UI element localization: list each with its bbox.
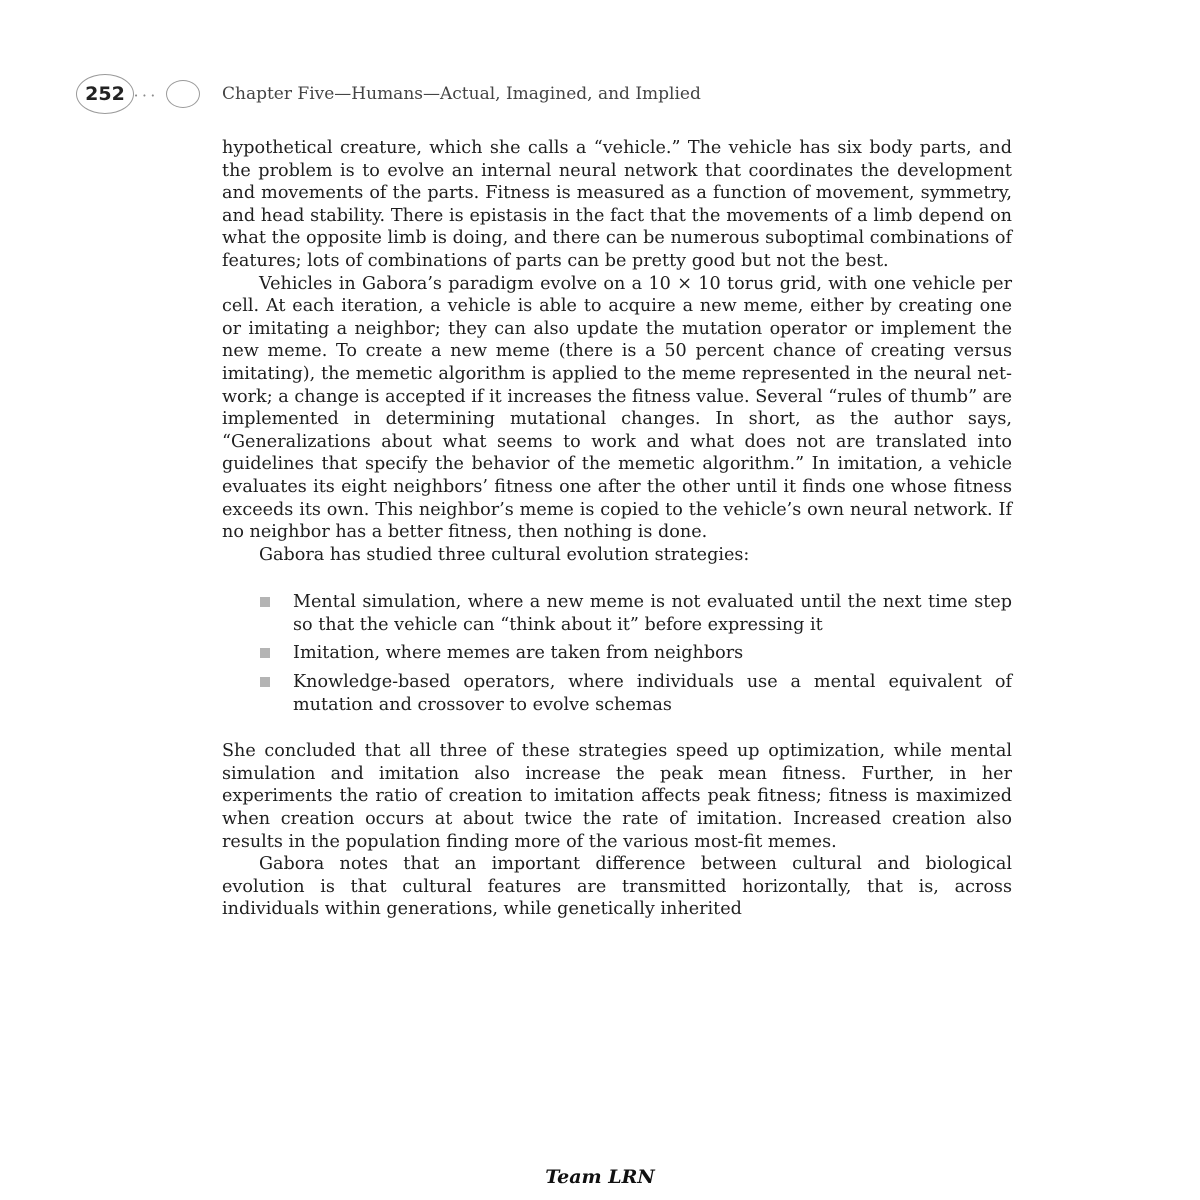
strategy-list: [222, 591, 1012, 716]
page-header: [76, 74, 1016, 118]
paragraph: She concluded that all three of these strategies speed up optimization, while mental simulation and imitation also increase the peak mean fitness. Further, in her experiments the ratio of creation to imitation affects peak fitness; fitness is maximized when creation occurs at about twice the rate of imitation. Increased creation also results in the population finding more of the various most-fit memes.: [222, 741, 1012, 852]
footer-watermark: Team LRN: [545, 1166, 655, 1188]
list-item-text: Mental simulation, where a new meme is not evaluated until the next time step so that the vehicle can “think about it” before expressing it: [293, 592, 1012, 635]
paragraph: Vehicles in Gabora’s paradigm evolve on a 10 × 10 torus grid, with one vehicle per cell. At each iteration, a vehicle is able to acquire a new meme, either by creating one or imitating a neighbor; they can also update the mutation operator or implement the new meme. To create a new meme (there is a 50 percent chance of creating versus imitating), the memetic algorithm is applied to the meme represented in the neural network; a change is accepted if it increases the fitness value. Several “rules of thumb” are implemented in determining mutational changes. In short, as the author says, “Generalizations about what seems to work and what does not are translated into guidelines that specify the behavior of the memetic algorithm.” In imitation, a vehicle evaluates its eight neighbors’ fitness one after the other until it finds one whose fitness exceeds its own. This neighbor’s meme is copied to the vehicle’s own neural network. If no neighbor has a better fitness, then nothing is done.: [222, 273, 1012, 543]
dotted-connector-icon: • • •: [134, 92, 156, 100]
list-item: [222, 671, 1012, 716]
square-bullet-icon: [260, 677, 270, 687]
paragraph: Gabora notes that an important difference between cultural and biological evolution is that cultural features are transmitted horizontally, that is, across individuals within generations, while genetically inherited: [222, 854, 1012, 920]
running-head: Chapter Five—Humans—Actual, Imagined, and Implied: [222, 84, 701, 104]
list-item: [222, 642, 1012, 665]
square-bullet-icon: [260, 597, 270, 607]
body-text: [222, 137, 1012, 921]
paragraph: hypothetical creature, which she calls a “vehicle.” The vehicle has six body parts, and the problem is to evolve an internal neural network that coordinates the development and movements of the parts. Fitness is measured as a function of movement, symmetry, and head stability. There is epistasis in the fact that the movements of a limb depend on what the opposite limb is doing, and there can be numerous suboptimal combinations of features; lots of combinations of parts can be pretty good but not the best.: [222, 138, 1012, 271]
ring-icon: [166, 80, 200, 108]
paragraph: Gabora has studied three cultural evolution strategies:: [259, 544, 750, 565]
square-bullet-icon: [260, 648, 270, 658]
page-number: 252: [76, 74, 134, 114]
list-item-text: Imitation, where memes are taken from neighbors: [293, 643, 744, 664]
list-item: [222, 591, 1012, 636]
list-item-text: Knowledge-based operators, where individuals use a mental equivalent of mutation and crossover to evolve schemas: [293, 672, 1012, 715]
